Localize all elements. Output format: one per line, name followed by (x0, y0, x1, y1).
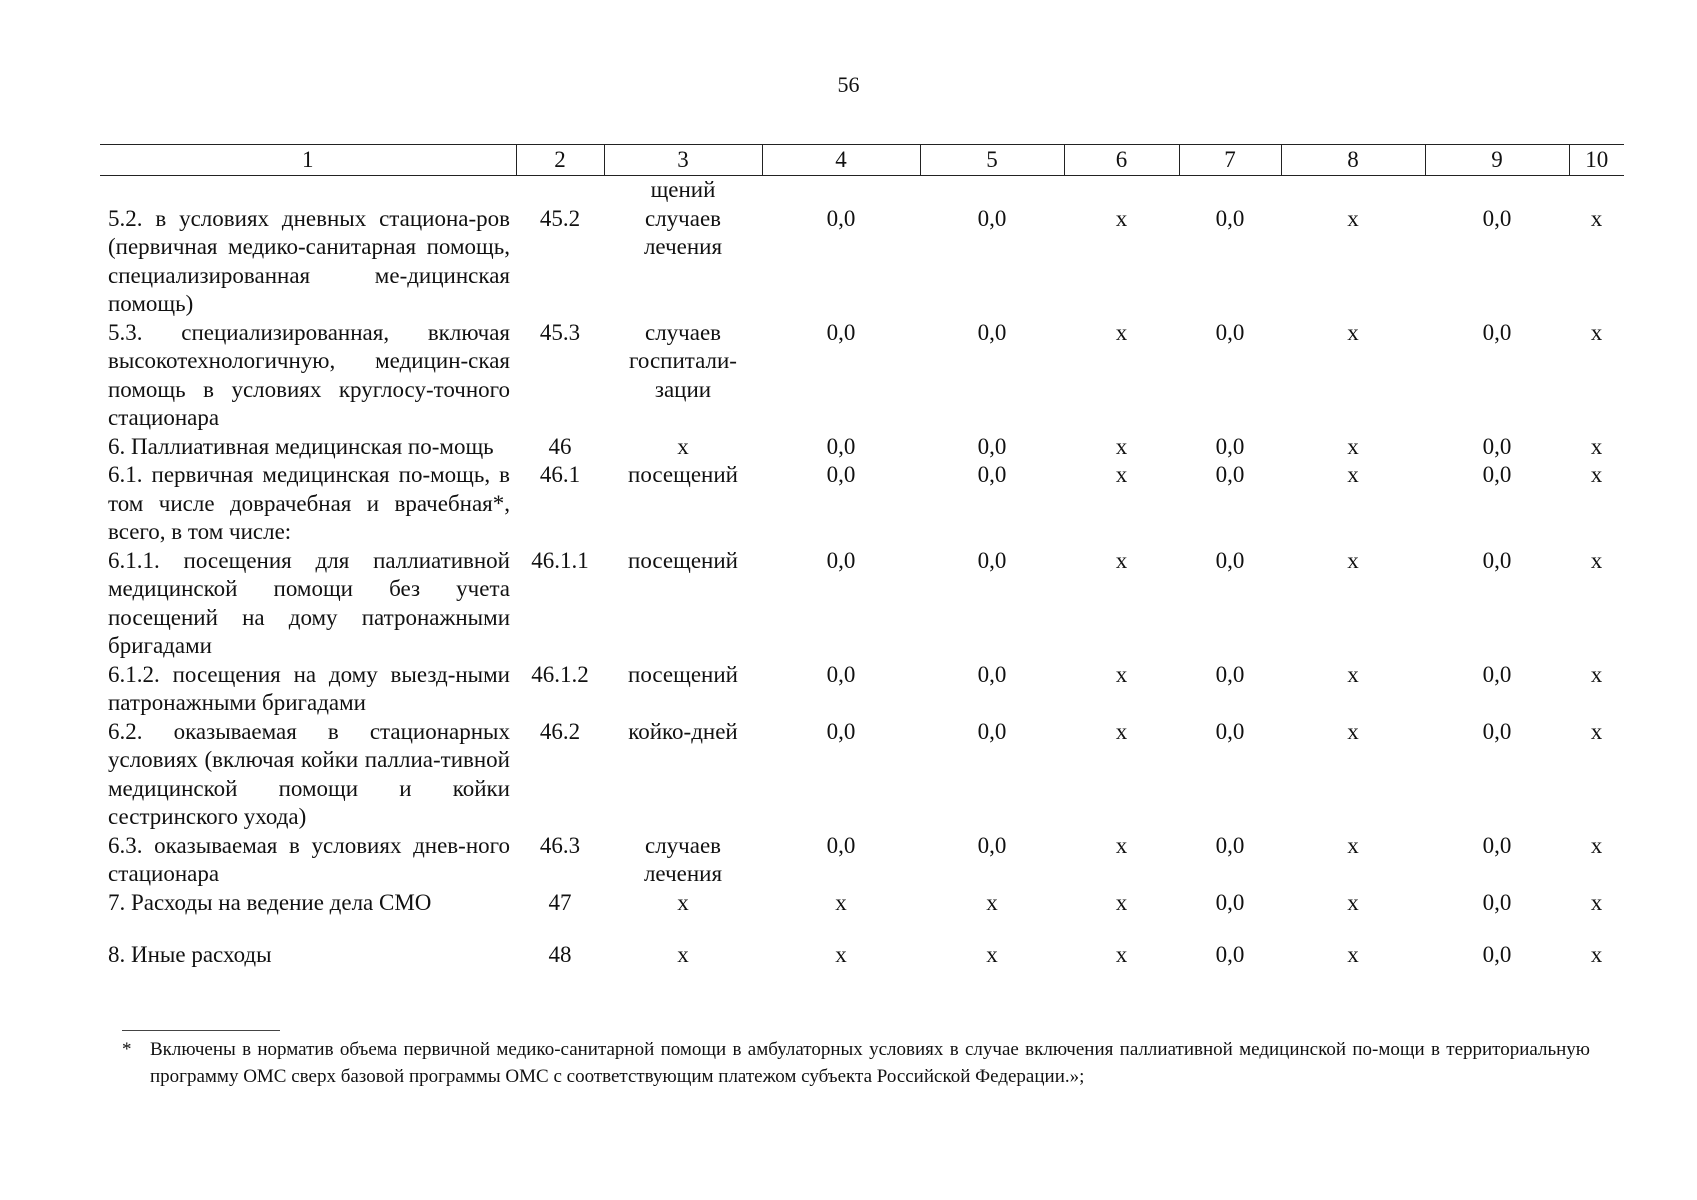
row-code: 46 (548, 433, 572, 459)
row-value: 0,0 (826, 547, 856, 573)
row-value: 0,0 (977, 718, 1007, 744)
row-value: х (1590, 832, 1603, 858)
header-cell: 8 (1281, 145, 1425, 176)
row-unit: посещений (628, 462, 738, 487)
row-value: х (1115, 832, 1128, 858)
table-row (100, 433, 1624, 462)
row-unit: посещений (628, 661, 738, 687)
row-code (516, 176, 604, 205)
row-value: х (1347, 547, 1359, 573)
row-description: 5.2. в условиях дневных стациона-ров (первичная медико-санитарная помощь, специализированная ме-дицинская помощь) (108, 205, 510, 316)
row-value: 0,0 (1215, 205, 1245, 231)
row-unit: случаев лечения (643, 832, 723, 886)
header-cell: 7 (1179, 145, 1281, 176)
row-value: 0,0 (1482, 547, 1512, 573)
row-value (1569, 176, 1624, 205)
row-value: 0,0 (977, 319, 1007, 345)
row-description (100, 176, 516, 205)
row-value (1425, 176, 1569, 205)
header-cell: 10 (1569, 145, 1624, 176)
table-row (100, 661, 1624, 718)
row-value: 0,0 (977, 661, 1007, 687)
row-value: 0,0 (1482, 889, 1512, 915)
row-value: 0,0 (1482, 433, 1512, 459)
row-value: 0,0 (826, 319, 856, 345)
row-value: 0,0 (826, 718, 856, 744)
header-cell: 3 (604, 145, 762, 176)
row-description: 6.3. оказываемая в условиях днев-ного стационара (108, 832, 510, 886)
footnote-mark: * (122, 1039, 132, 1060)
row-value (762, 176, 920, 205)
footnote-text: Включены в норматив объема первичной медико-санитарной помощи в амбулаторных условиях в случае включения паллиативной медицинской по-мощи в территориальную программу ОМС сверх базовой программы ОМС с соответствующим платежом субъекта Российской Федерации.»; (150, 1039, 1590, 1087)
row-value: 0,0 (1482, 832, 1512, 858)
row-value: х (1347, 433, 1359, 459)
row-value: х (1590, 462, 1603, 487)
row-value: 0,0 (1215, 433, 1245, 459)
table-row (100, 205, 1624, 319)
row-value: х (1590, 547, 1603, 573)
footnote (122, 1036, 1590, 1090)
row-code: 46.3 (539, 832, 581, 858)
footnote-divider (122, 1030, 280, 1031)
row-value: 0,0 (826, 433, 856, 459)
row-unit: х (677, 942, 689, 967)
row-description: 6.1. первичная медицинская по-мощь, в том числе доврачебная и врачебная*, всего, в том числе: (108, 462, 510, 544)
row-value (1179, 176, 1281, 205)
table-row (100, 547, 1624, 661)
row-value: 0,0 (977, 462, 1007, 487)
row-value: 0,0 (977, 832, 1007, 858)
header-cell: 9 (1425, 145, 1569, 176)
row-value: х (1347, 832, 1359, 858)
table-row (100, 917, 1624, 970)
row-value: 0,0 (1482, 205, 1512, 231)
row-value: х (1590, 942, 1603, 967)
row-description: 6.1.1. посещения для паллиативной медицинской помощи без учета посещений на дому патронажными бригадами (108, 547, 510, 658)
row-value (1281, 176, 1425, 205)
table-row (100, 176, 1624, 205)
row-description: 8. Иные расходы (108, 942, 272, 967)
row-value: х (1590, 205, 1603, 231)
row-value: х (835, 942, 847, 967)
row-value: 0,0 (1215, 462, 1245, 487)
row-value: х (1115, 889, 1128, 915)
row-value: х (1115, 462, 1128, 487)
data-table (100, 144, 1624, 970)
row-value: 0,0 (1215, 889, 1245, 915)
row-unit: х (677, 889, 689, 915)
row-unit: посещений (628, 547, 738, 573)
row-code: 46.1.2 (531, 661, 589, 687)
table-row (100, 832, 1624, 889)
table-row (100, 319, 1624, 433)
row-description: 6. Паллиативная медицинская по-мощь (108, 433, 494, 459)
row-value: х (986, 942, 998, 967)
row-value: х (1115, 547, 1128, 573)
row-value: х (1590, 889, 1603, 915)
row-value: 0,0 (1482, 718, 1512, 744)
row-value: 0,0 (1215, 661, 1245, 687)
row-description: 7. Расходы на ведение дела СМО (108, 889, 432, 915)
row-code: 47 (548, 889, 572, 915)
row-description: 6.1.2. посещения на дому выезд-ными патронажными бригадами (108, 661, 510, 715)
table-row (100, 889, 1624, 918)
row-value: 0,0 (1215, 942, 1245, 967)
header-cell: 1 (100, 145, 516, 176)
row-value: 0,0 (826, 205, 856, 231)
row-value: 0,0 (977, 205, 1007, 231)
row-value: 0,0 (826, 661, 856, 687)
row-value: 0,0 (826, 462, 856, 487)
row-value: х (1115, 942, 1128, 967)
row-unit: случаев лечения (643, 205, 723, 259)
row-code: 46.2 (539, 718, 581, 744)
row-value: х (1590, 433, 1603, 459)
row-value: 0,0 (1482, 319, 1512, 345)
row-value: 0,0 (1215, 319, 1245, 345)
row-description: 5.3. специализированная, включая высокотехнологичную, медицин-ская помощь в условиях круглосу-точного стационара (108, 319, 510, 430)
row-value: х (1590, 718, 1603, 744)
row-unit: койко-дней (628, 718, 738, 744)
row-value: х (1115, 718, 1128, 744)
row-value: х (1590, 661, 1603, 687)
row-value: 0,0 (826, 832, 856, 858)
row-value: х (1590, 319, 1603, 345)
header-cell: 5 (920, 145, 1064, 176)
header-cell: 6 (1064, 145, 1179, 176)
row-value: 0,0 (1215, 718, 1245, 744)
header-row (100, 145, 1624, 176)
row-value: х (1347, 889, 1359, 915)
row-value (920, 176, 1064, 205)
row-value: 0,0 (1482, 661, 1512, 687)
row-value: х (1115, 319, 1128, 345)
row-value: х (1347, 942, 1359, 967)
header-cell: 2 (516, 145, 604, 176)
row-value (1064, 176, 1179, 205)
row-value: х (1115, 433, 1128, 459)
row-value: 0,0 (1482, 462, 1512, 487)
page-number: 56 (837, 72, 860, 97)
row-unit: случаев госпитали-зации (629, 319, 737, 402)
row-value: 0,0 (977, 433, 1007, 459)
row-value: х (1347, 205, 1359, 231)
header-cell: 4 (762, 145, 920, 176)
row-value: 0,0 (1215, 832, 1245, 858)
row-value: х (1347, 462, 1359, 487)
row-value: х (1115, 205, 1128, 231)
row-value: х (1347, 319, 1359, 345)
table-row (100, 718, 1624, 832)
row-value: х (1115, 661, 1128, 687)
row-code: 46.1 (539, 462, 581, 487)
row-value: х (835, 889, 847, 915)
row-value: х (1347, 661, 1359, 687)
row-unit: х (677, 433, 689, 459)
row-code: 46.1.1 (531, 547, 589, 573)
row-value: 0,0 (1215, 547, 1245, 573)
row-value: 0,0 (977, 547, 1007, 573)
row-value: х (986, 889, 998, 915)
row-value: х (1347, 718, 1359, 744)
row-code: 45.2 (539, 205, 581, 231)
row-code: 45.3 (539, 319, 581, 345)
row-value: 0,0 (1482, 942, 1512, 967)
row-code: 48 (548, 942, 572, 967)
table-row (100, 461, 1624, 547)
row-description: 6.2. оказываемая в стационарных условиях (включая койки паллиа-тивной медицинской помощи и койки сестринского ухода) (108, 718, 510, 829)
row-unit: щений (650, 177, 716, 202)
